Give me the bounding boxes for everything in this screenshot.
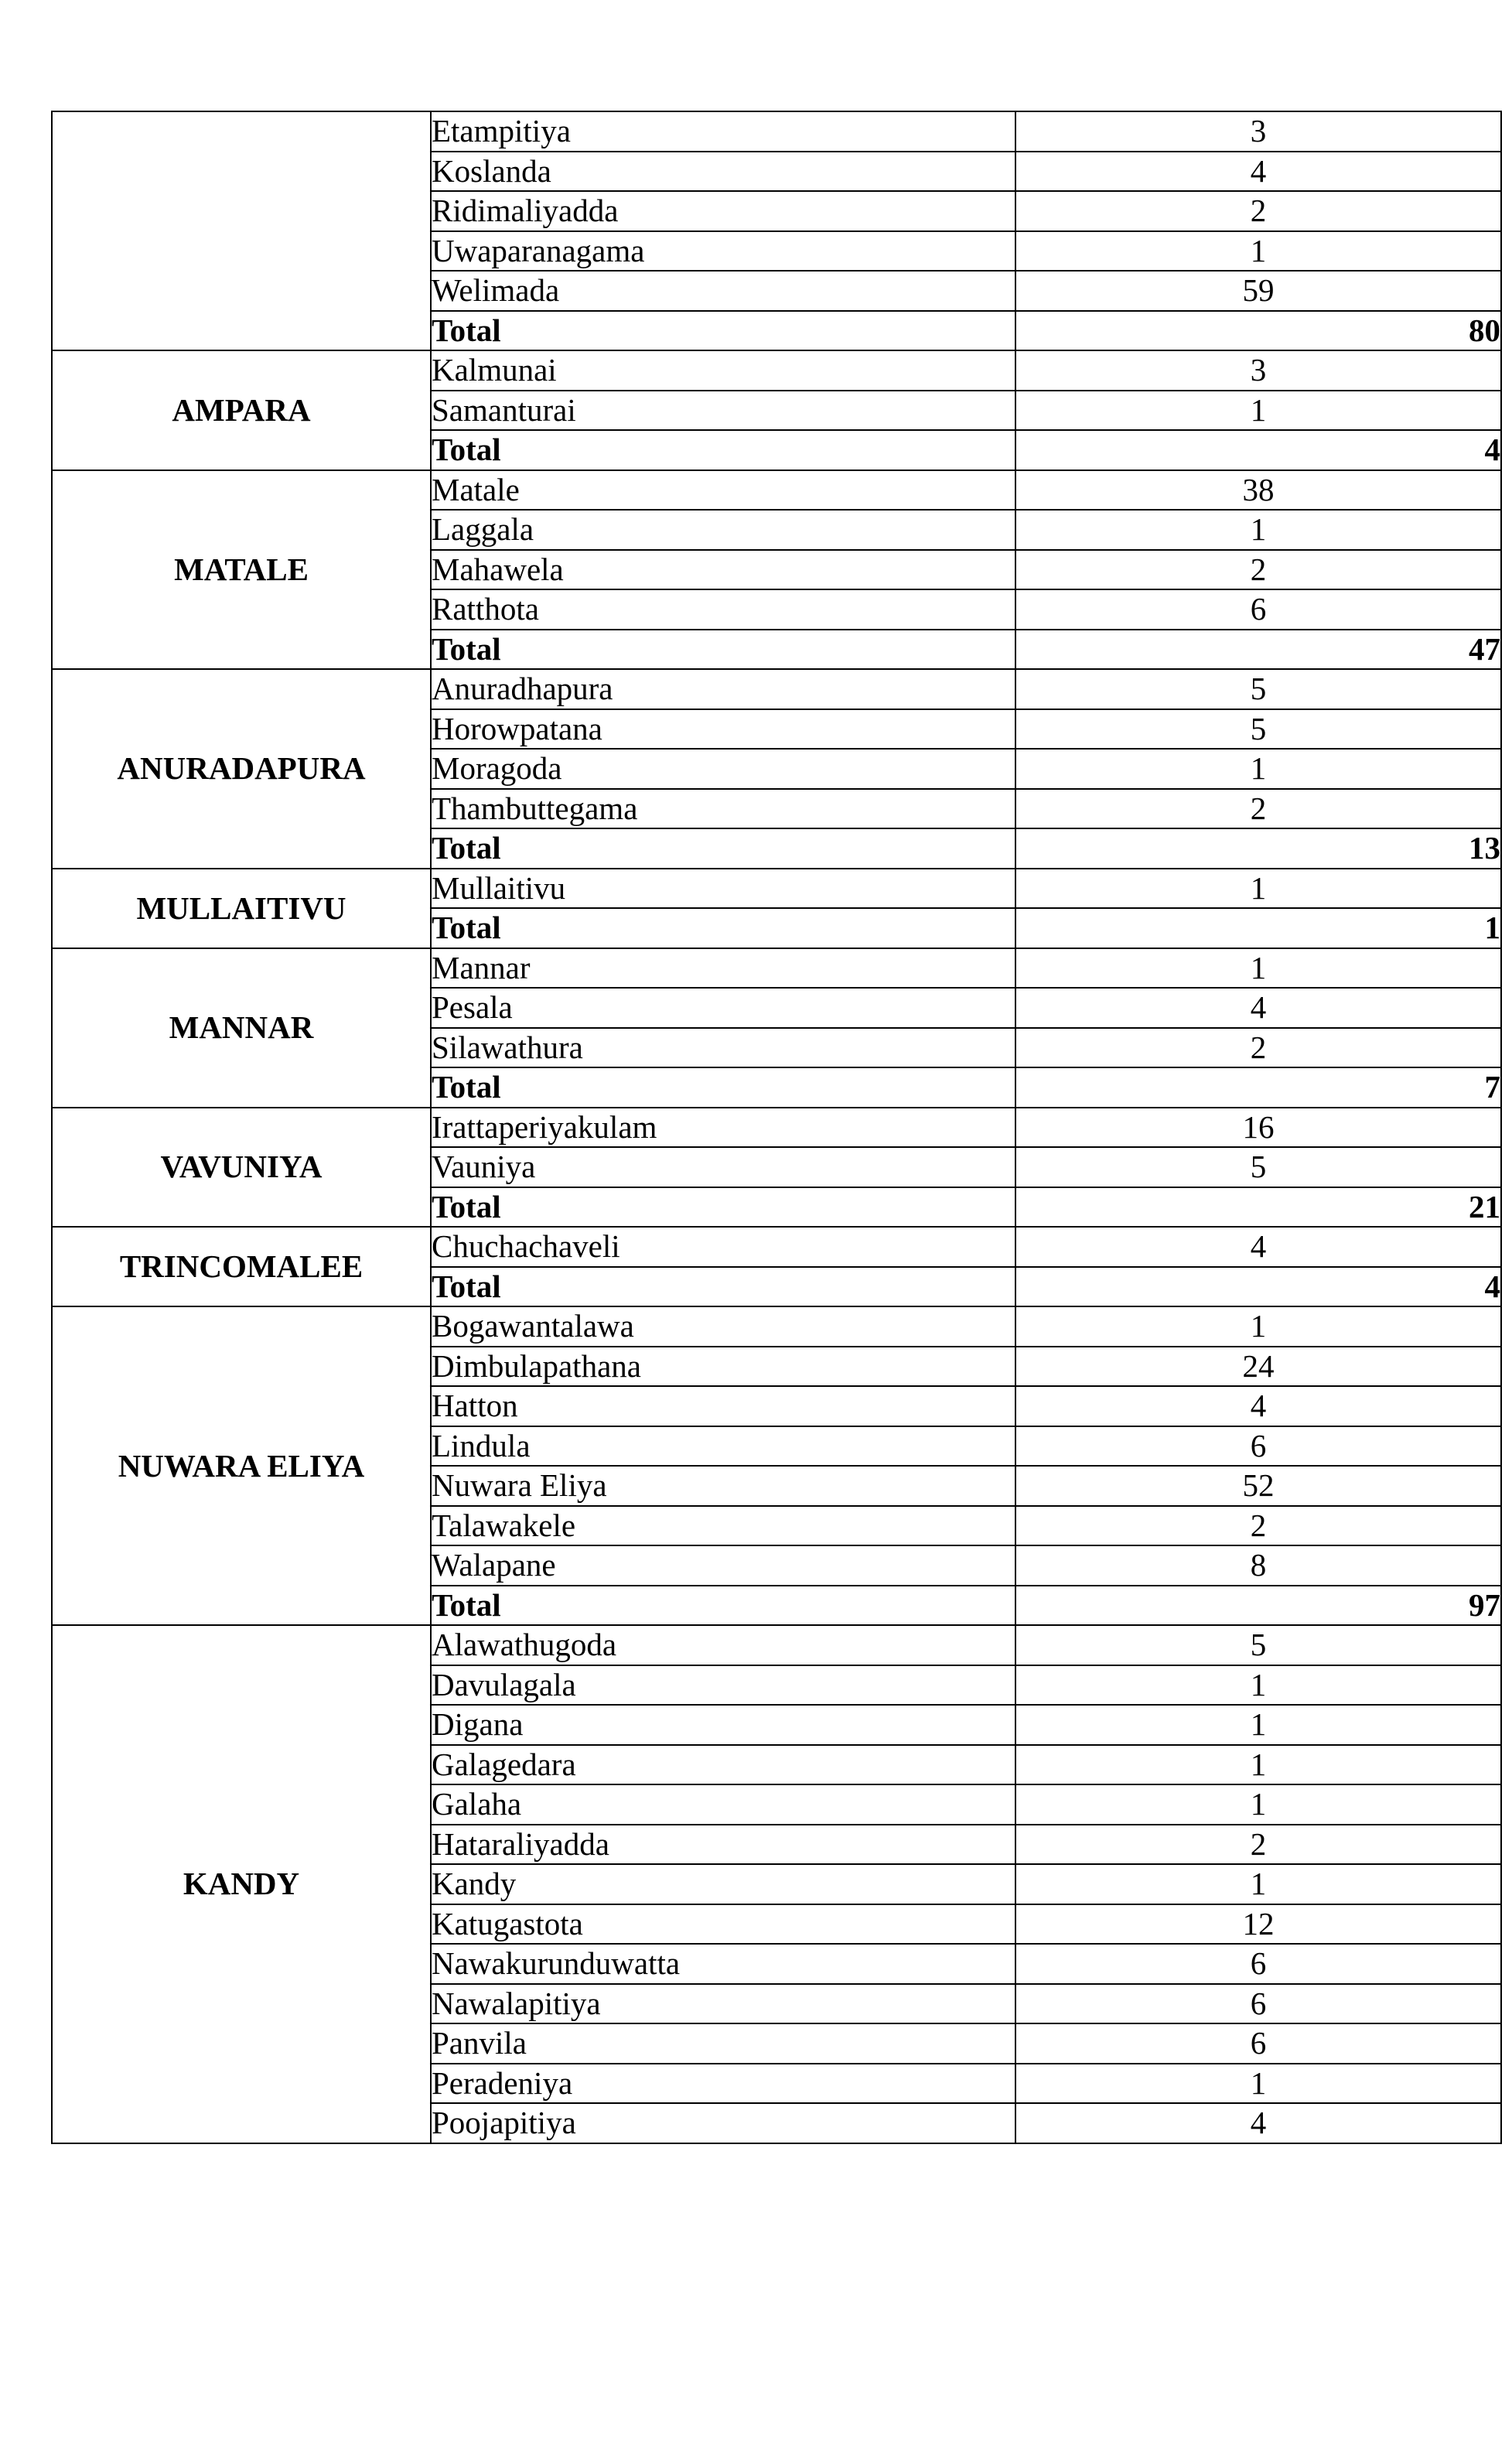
location-name-cell: Nuwara Eliya bbox=[431, 1466, 1015, 1506]
location-name-cell: Laggala bbox=[431, 510, 1015, 550]
location-name-cell: Nawalapitiya bbox=[431, 1984, 1015, 2024]
location-count-cell: 4 bbox=[1015, 2103, 1501, 2143]
location-name-cell: Samanturai bbox=[431, 391, 1015, 431]
total-value-cell: 7 bbox=[1015, 1067, 1501, 1108]
location-count-cell: 5 bbox=[1015, 1147, 1501, 1187]
location-name-cell: Welimada bbox=[431, 271, 1015, 311]
location-name-cell: Koslanda bbox=[431, 152, 1015, 192]
location-count-cell: 1 bbox=[1015, 749, 1501, 789]
location-count-cell: 1 bbox=[1015, 1306, 1501, 1347]
total-value-cell: 4 bbox=[1015, 430, 1501, 470]
location-count-cell: 4 bbox=[1015, 988, 1501, 1028]
location-name-cell: Pesala bbox=[431, 988, 1015, 1028]
location-count-cell: 38 bbox=[1015, 470, 1501, 511]
location-name-cell: Galagedara bbox=[431, 1745, 1015, 1785]
location-count-cell: 5 bbox=[1015, 709, 1501, 750]
location-count-cell: 6 bbox=[1015, 1426, 1501, 1467]
district-name-cell bbox=[52, 111, 431, 350]
district-name-cell: MATALE bbox=[52, 470, 431, 670]
location-name-cell: Mannar bbox=[431, 948, 1015, 989]
location-count-cell: 59 bbox=[1015, 271, 1501, 311]
district-name-cell: ANURADAPURA bbox=[52, 669, 431, 869]
location-count-cell: 4 bbox=[1015, 1386, 1501, 1426]
location-count-cell: 3 bbox=[1015, 111, 1501, 152]
table-row bbox=[52, 948, 1501, 989]
location-name-cell: Galaha bbox=[431, 1784, 1015, 1825]
location-name-cell: Digana bbox=[431, 1705, 1015, 1745]
total-label-cell: Total bbox=[431, 311, 1015, 351]
location-name-cell: Horowpatana bbox=[431, 709, 1015, 750]
table-row bbox=[52, 669, 1501, 709]
location-name-cell: Matale bbox=[431, 470, 1015, 511]
location-name-cell: Irattaperiyakulam bbox=[431, 1108, 1015, 1148]
total-label-cell: Total bbox=[431, 908, 1015, 948]
total-label-cell: Total bbox=[431, 430, 1015, 470]
location-count-cell: 52 bbox=[1015, 1466, 1501, 1506]
total-label-cell: Total bbox=[431, 1187, 1015, 1228]
location-count-cell: 24 bbox=[1015, 1347, 1501, 1387]
location-count-cell: 6 bbox=[1015, 1984, 1501, 2024]
location-name-cell: Kandy bbox=[431, 1864, 1015, 1904]
location-name-cell: Alawathugoda bbox=[431, 1625, 1015, 1665]
location-count-cell: 1 bbox=[1015, 948, 1501, 989]
location-name-cell: Thambuttegama bbox=[431, 789, 1015, 829]
location-name-cell: Lindula bbox=[431, 1426, 1015, 1467]
location-name-cell: Anuradhapura bbox=[431, 669, 1015, 709]
location-count-cell: 1 bbox=[1015, 1705, 1501, 1745]
location-name-cell: Davulagala bbox=[431, 1665, 1015, 1706]
total-label-cell: Total bbox=[431, 1267, 1015, 1307]
district-name-cell: TRINCOMALEE bbox=[52, 1227, 431, 1306]
total-label-cell: Total bbox=[431, 1586, 1015, 1626]
total-value-cell: 47 bbox=[1015, 630, 1501, 670]
district-location-table bbox=[51, 111, 1502, 2144]
total-value-cell: 4 bbox=[1015, 1267, 1501, 1307]
table-row bbox=[52, 111, 1501, 152]
table-row bbox=[52, 1625, 1501, 1665]
district-name-cell: NUWARA ELIYA bbox=[52, 1306, 431, 1625]
location-name-cell: Uwaparanagama bbox=[431, 231, 1015, 271]
location-name-cell: Ridimaliyadda bbox=[431, 191, 1015, 231]
location-name-cell: Katugastota bbox=[431, 1904, 1015, 1945]
location-name-cell: Kalmunai bbox=[431, 350, 1015, 391]
location-count-cell: 2 bbox=[1015, 1825, 1501, 1865]
location-name-cell: Mullaitivu bbox=[431, 869, 1015, 909]
location-count-cell: 5 bbox=[1015, 1625, 1501, 1665]
total-value-cell: 21 bbox=[1015, 1187, 1501, 1228]
total-value-cell: 13 bbox=[1015, 828, 1501, 869]
location-name-cell: Vauniya bbox=[431, 1147, 1015, 1187]
location-count-cell: 1 bbox=[1015, 2064, 1501, 2104]
location-name-cell: Bogawantalawa bbox=[431, 1306, 1015, 1347]
table-row bbox=[52, 1227, 1501, 1267]
location-count-cell: 8 bbox=[1015, 1545, 1501, 1586]
location-count-cell: 1 bbox=[1015, 1864, 1501, 1904]
location-count-cell: 1 bbox=[1015, 869, 1501, 909]
location-name-cell: Etampitiya bbox=[431, 111, 1015, 152]
location-count-cell: 5 bbox=[1015, 669, 1501, 709]
location-count-cell: 6 bbox=[1015, 589, 1501, 630]
location-count-cell: 12 bbox=[1015, 1904, 1501, 1945]
location-count-cell: 2 bbox=[1015, 550, 1501, 590]
location-name-cell: Hataraliyadda bbox=[431, 1825, 1015, 1865]
location-name-cell: Moragoda bbox=[431, 749, 1015, 789]
location-count-cell: 2 bbox=[1015, 1506, 1501, 1546]
table-body bbox=[52, 111, 1501, 2143]
location-name-cell: Poojapitiya bbox=[431, 2103, 1015, 2143]
location-name-cell: Ratthota bbox=[431, 589, 1015, 630]
location-name-cell: Hatton bbox=[431, 1386, 1015, 1426]
location-name-cell: Walapane bbox=[431, 1545, 1015, 1586]
location-name-cell: Silawathura bbox=[431, 1028, 1015, 1068]
district-name-cell: AMPARA bbox=[52, 350, 431, 470]
total-label-cell: Total bbox=[431, 630, 1015, 670]
location-count-cell: 6 bbox=[1015, 1944, 1501, 1984]
location-name-cell: Talawakele bbox=[431, 1506, 1015, 1546]
table-row bbox=[52, 1306, 1501, 1347]
location-name-cell: Mahawela bbox=[431, 550, 1015, 590]
total-value-cell: 1 bbox=[1015, 908, 1501, 948]
total-label-cell: Total bbox=[431, 828, 1015, 869]
location-name-cell: Chuchachaveli bbox=[431, 1227, 1015, 1267]
location-name-cell: Peradeniya bbox=[431, 2064, 1015, 2104]
location-count-cell: 1 bbox=[1015, 391, 1501, 431]
table-row bbox=[52, 869, 1501, 909]
location-name-cell: Nawakurunduwatta bbox=[431, 1944, 1015, 1984]
location-count-cell: 2 bbox=[1015, 191, 1501, 231]
table-row bbox=[52, 350, 1501, 391]
location-count-cell: 1 bbox=[1015, 1665, 1501, 1706]
location-count-cell: 4 bbox=[1015, 1227, 1501, 1267]
location-count-cell: 2 bbox=[1015, 789, 1501, 829]
location-name-cell: Panvila bbox=[431, 2023, 1015, 2064]
location-count-cell: 1 bbox=[1015, 1745, 1501, 1785]
location-count-cell: 1 bbox=[1015, 510, 1501, 550]
location-count-cell: 1 bbox=[1015, 1784, 1501, 1825]
location-count-cell: 1 bbox=[1015, 231, 1501, 271]
location-count-cell: 4 bbox=[1015, 152, 1501, 192]
location-name-cell: Dimbulapathana bbox=[431, 1347, 1015, 1387]
location-count-cell: 3 bbox=[1015, 350, 1501, 391]
location-count-cell: 2 bbox=[1015, 1028, 1501, 1068]
total-value-cell: 80 bbox=[1015, 311, 1501, 351]
location-count-cell: 16 bbox=[1015, 1108, 1501, 1148]
district-name-cell: MANNAR bbox=[52, 948, 431, 1108]
total-value-cell: 97 bbox=[1015, 1586, 1501, 1626]
district-name-cell: VAVUNIYA bbox=[52, 1108, 431, 1228]
total-label-cell: Total bbox=[431, 1067, 1015, 1108]
district-name-cell: MULLAITIVU bbox=[52, 869, 431, 948]
district-name-cell: KANDY bbox=[52, 1625, 431, 2143]
location-count-cell: 6 bbox=[1015, 2023, 1501, 2064]
table-row bbox=[52, 470, 1501, 511]
table-row bbox=[52, 1108, 1501, 1148]
